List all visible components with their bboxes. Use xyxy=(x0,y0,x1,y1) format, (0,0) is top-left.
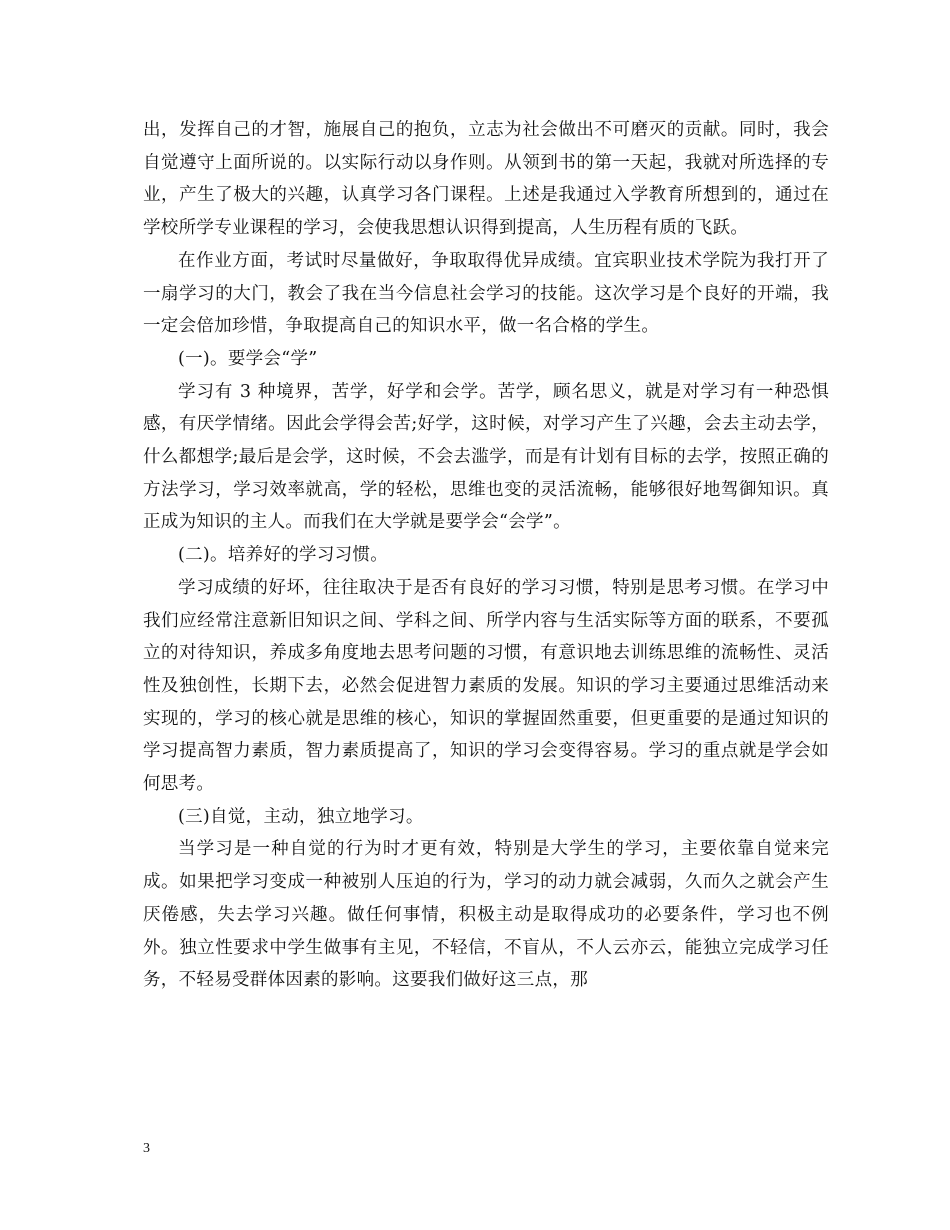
section-heading: (三)自觉，主动，独立地学习。 xyxy=(178,806,424,827)
paragraph: 当学习是一种自觉的行为时才更有效，特别是大学生的学习，主要依靠自觉来完成。如果把学习变成一种被别人压迫的行为，学习的动力就会减弱，久而久之就会产生厌倦感，失去学习兴趣。做任何事情，积极主动是取得成功的必要条件，学习也不例外。独立性要求中学生做事有主见，不轻信，不盲从，不人云亦云，能独立完成学习任务，不轻易受群体因素的影响。这要我们做好这三点，那 xyxy=(143,839,829,991)
page-number: 3 xyxy=(143,1141,150,1156)
paragraph: 学习成绩的好坏，往往取决于是否有良好的学习习惯，特别是思考习惯。在学习中我们应经常注意新旧知识之间、学科之间、所学内容与生活实际等方面的联系，不要孤立的对待知识，养成多角度地去思考问题的习惯，有意识地去训练思维的流畅性、灵活性及独创性，长期下去，必然会促进智力素质的发展。知识的学习主要通过思维活动来实现的，学习的核心就是思维的核心，知识的掌握固然重要，但更重要的是通过知识的学习提高智力素质，智力素质提高了，知识的学习会变得容易。学习的重点就是学会如何思考。 xyxy=(143,577,829,795)
paragraph: 学习有 3 种境界，苦学，好学和会学。苦学，顾名思义，就是对学习有一种恐惧感，有厌学情绪。因此会学得会苦;好学，这时候，对学习产生了兴趣，会去主动去学，什么都想学;最后是会学，这时候，不会去滥学，而是有计划有目标的去学，按照正确的方法学习，学习效率就高，学的轻松，思维也变的灵活流畅，能够很好地驾御知识。真正成为知识的主人。而我们在大学就是要学会“会学”。 xyxy=(143,381,829,533)
body-text xyxy=(143,114,829,997)
paragraph: 出，发挥自己的才智，施展自己的抱负，立志为社会做出不可磨灭的贡献。同时，我会自觉遵守上面所说的。以实际行动以身作则。从领到书的第一天起，我就对所选择的专业，产生了极大的兴趣，认真学习各门课程。上述是我通过入学教育所想到的，通过在学校所学专业课程的学习，会使我思想认识得到提高，人生历程有质的飞跃。 xyxy=(143,120,829,239)
section-heading: (一)。要学会“学” xyxy=(178,348,318,369)
paragraph: 在作业方面，考试时尽量做好，争取取得优异成绩。宜宾职业技术学院为我打开了一扇学习的大门，教会了我在当今信息社会学习的技能。这次学习是个良好的开端，我一定会倍加珍惜，争取提高自己的知识水平，做一名合格的学生。 xyxy=(143,250,829,337)
section-heading: (二)。培养好的学习习惯。 xyxy=(178,545,389,566)
